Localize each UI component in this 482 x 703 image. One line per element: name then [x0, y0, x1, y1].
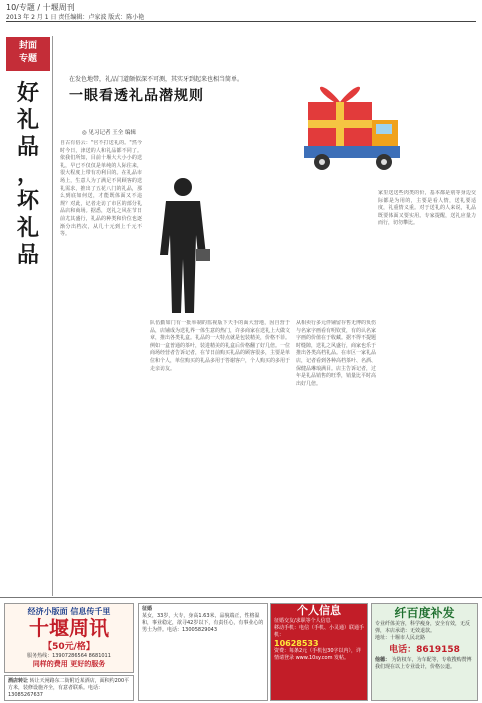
vertical-title-char: 品: [16, 134, 39, 160]
header-rule: [6, 21, 476, 22]
page-header: 10/专题 / 十堰周刊: [6, 3, 75, 12]
ad-phone: 服务热线：13907286564 8681011: [27, 653, 111, 659]
section-tag: [6, 37, 50, 71]
vertical-title: [12, 80, 44, 269]
section-tag-line2: 专题: [18, 54, 37, 64]
article-column-4: 家里送送些肉类的价，基本都是别等身边交际都是为用的，主要是看人情，送礼要适度，礼重情义重。对于送礼的人来说，礼品既要体面又要实用。专家提醒，送礼应量力而行，切勿攀比。: [378, 190, 476, 227]
ad-tagline: 经济小版面 信息传千里: [27, 607, 111, 616]
ad-price: 【50元/格】: [43, 642, 95, 652]
vertical-title-char: 礼: [16, 215, 39, 241]
businessman-illustration: [152, 175, 214, 315]
ad-extra-title: 他德：: [375, 657, 391, 663]
article-column-1: 自古有俗云："官不打送礼的。"然今时今日，津送的人和礼品都不同了。依我们所知，目前十堰大大小小的送礼，早已不仅仅是单纯的人际往来，很大程度上带有功利目的。在礼品市场上，生意人为了满足不同顾客的送礼需求，推出了五花八门的礼品，那么到底如何送，才能既体面又不违规？对此，记者走访了市区的部分礼品店和商场。据悉，送礼之风在节日前尤其盛行，礼品的种类和价位也逐渐分出档次，从几十元到上千元不等。: [60, 140, 142, 238]
article-column-2: 队伍勤如门有一批举制的监视版下天手的面大营地，因自营于品，店铺成为送礼界一体生意的热门，许多商家在送礼上大做文章，推出各类礼盒。礼品的一大特点就是包装精美，价格不菲。例如一盒普通的茶叶，装进精美的礼盒后价格翻了好几倍。一位商场经营者告诉记者，在节日前购买礼品的顾客很多，主要是单位和个人，单位购买的礼品多用于答谢客户，个人购买的多用于走亲访友。: [150, 320, 290, 372]
ad-personal-text: 移动手机：电信（手机、小灵通）联通手机：: [274, 625, 365, 638]
vertical-title-char: ，: [16, 161, 39, 187]
ad-personal-phone: 10628533: [274, 639, 319, 648]
article-column-3: 从相卖行多元伴铺留存售无博的负伤与名家字画看有明钦赏，有的认名家字画的价值在于收藏。据不得不提题时缝隙，送礼之风盛行，商家也乐于推出各类高档礼品。在市区一家礼品店，记者看到各种高档茶叶、名酒、保健品琳琅满目。店主告诉记者，过年是礼品销售的旺季，销量比平时高出好几倍。: [296, 320, 376, 387]
ad-personal-sub: 征婚交友/求职等个人信息: [274, 618, 331, 624]
vertical-title-char: 品: [16, 242, 39, 268]
vertical-title-char: 好: [16, 80, 39, 106]
ad-hotel-title: 酒店转让: [8, 678, 29, 684]
column-divider: [52, 36, 53, 596]
vertical-title-char: 礼: [16, 107, 39, 133]
article-subheading: 在发色地带，礼品门道颇似深不可测，其实牙到起来也相当简单。: [69, 76, 244, 83]
ad-personal-title: 个人信息: [297, 604, 341, 617]
vertical-title-char: 坏: [16, 188, 39, 214]
ad-beauty-text: 专业纤体美容，科学瘦身，安全有效，无反弹，本店承诺：无效退款。: [375, 621, 471, 634]
classified-ad-hotel: [4, 675, 134, 701]
classified-ad-dating: [138, 603, 268, 701]
article-byline: ◎ 见习记者 王全 编辑: [82, 130, 137, 136]
ad-personal-extra: 资费：每条2元（手机包30字以内），详情请登录 www.10sy.com 发帖。: [274, 648, 362, 661]
classified-ad-beauty: [371, 603, 478, 701]
ad-dating-title: 征婚: [142, 606, 153, 612]
ad-slogan: 同样的费用 更好的服务: [32, 660, 106, 668]
ad-dating-text: 某女，33岁，大专，身高1.63米，品貌端正，性格温和，事业稳定，欲寻42岁以下，有责任心，有事业心的男士为伴。电话：13005829043: [142, 613, 264, 633]
ad-section-rule: [0, 597, 482, 598]
gift-truck-illustration: [290, 72, 410, 182]
date-line: 2013 年 2 月 1 日 责任编辑：卢家波 版式：陈小艳: [6, 14, 145, 21]
ad-beauty-title: 纤百度补发: [394, 606, 455, 620]
classified-ad-personal-info: [270, 603, 368, 701]
ad-hotel-text: 转让天闸路东二街附近某酒店，面积约200平方米，装修设施齐全，有意者联系。电话：13085267637: [8, 678, 130, 698]
ad-brand-name: 十堰周讯: [29, 616, 109, 640]
ad-beauty-address: 地址：十堰市人民北路: [375, 635, 426, 641]
article-headline: 一眼看透礼品潜规则: [69, 88, 204, 104]
classified-ad-brand: [4, 603, 134, 673]
section-tag-line1: 封面: [18, 41, 37, 51]
ad-beauty-phone: 电话：8619158: [389, 645, 460, 655]
ad-extra-text: 为防权车，为车配等，专收搜购赞博我们现在以上专业设计，价格公道。: [375, 657, 472, 670]
